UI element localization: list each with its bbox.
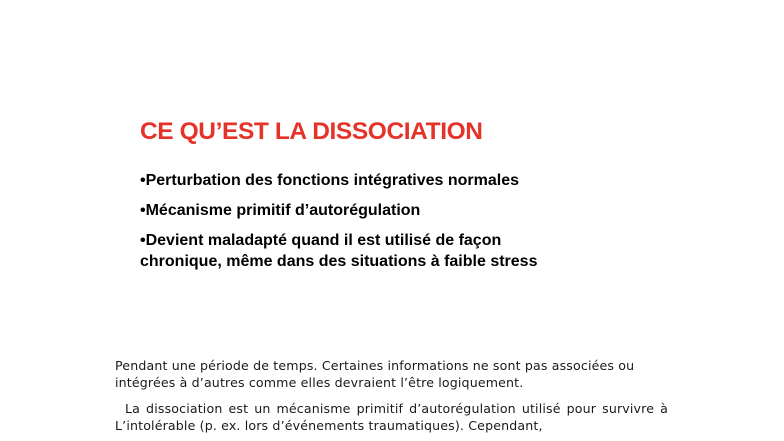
slide-bullet-list [140, 170, 580, 272]
notes-paragraph: Pendant une période de temps. Certaines informations ne sont pas associées ou intégrées à d’autres comme elles devraient l’être logiquement. [115, 358, 635, 390]
notes-paragraph: La dissociation est un mécanisme primitif d’autorégulation utilisé pour survivre à L’intolérable (p. ex. lors d’événements traumatiques). Cependant, [115, 401, 668, 433]
speaker-notes [115, 357, 668, 434]
slide-bullet: •Devient maladapté quand il est utilisé de façon chronique, même dans des situations à faible stress [140, 232, 538, 270]
slide-title: CE QU’EST LA DISSOCIATION [140, 118, 483, 145]
slide-bullet: •Perturbation des fonctions intégratives normales [140, 172, 520, 189]
slide-bullet: •Mécanisme primitif d’autorégulation [140, 202, 421, 219]
